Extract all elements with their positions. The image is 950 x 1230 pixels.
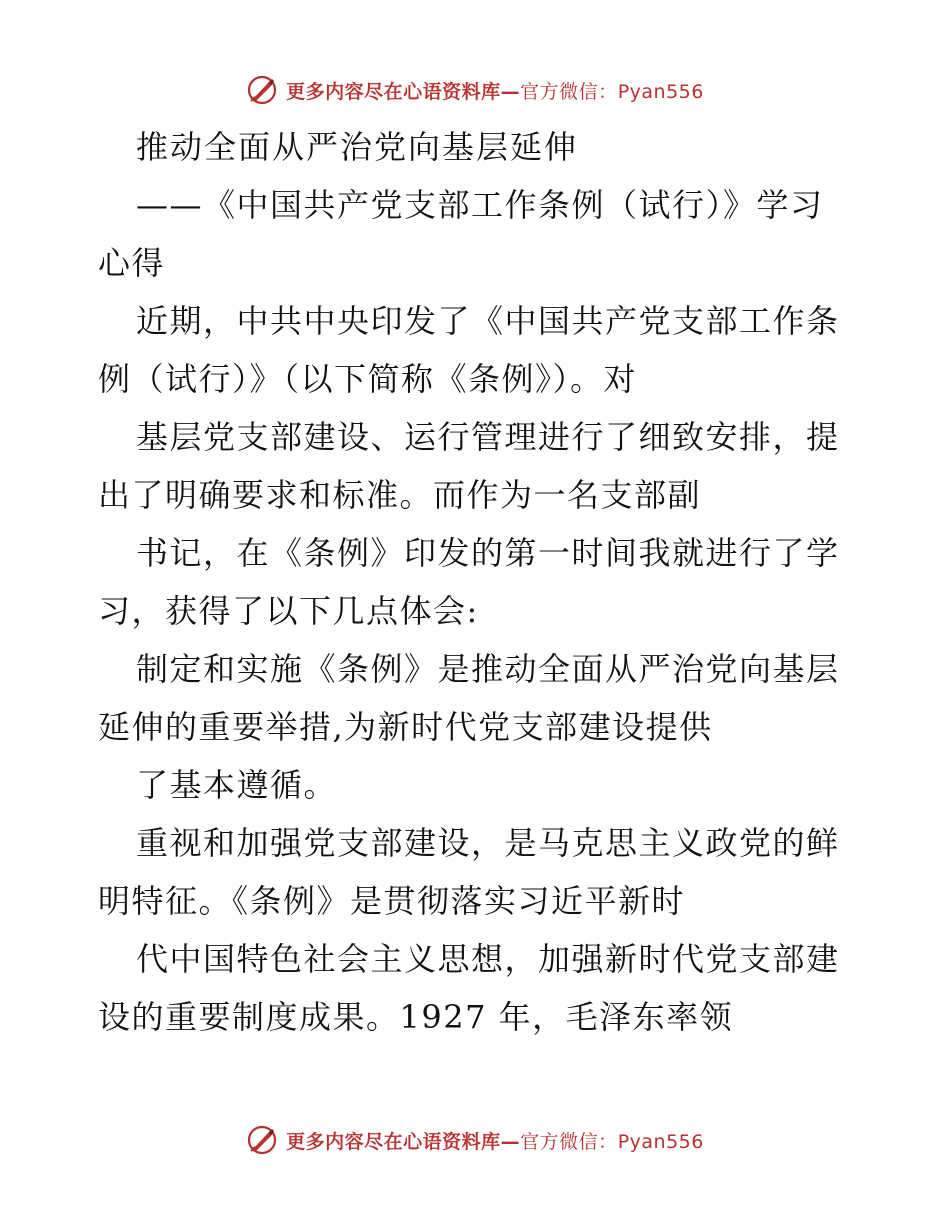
paragraph-line: 近期，中共中央印发了《中国共产党支部工作条 xyxy=(136,302,840,340)
paragraph-line: 例（试行）》（以下简称《条例》）。对 xyxy=(98,360,638,398)
watermark-dash: — xyxy=(500,80,521,103)
paragraph-line: 延伸的重要举措,为新时代党支部建设提供 xyxy=(98,708,713,746)
watermark-main-text: 更多内容尽在心语资料库 xyxy=(286,1130,501,1153)
document-subtitle-line-1: ——《中国共产党支部工作条例（试行）》学习 xyxy=(136,186,824,224)
document-subtitle-line-2: 心得 xyxy=(98,244,166,282)
document-body xyxy=(98,118,858,1046)
watermark-dash: — xyxy=(500,1130,521,1153)
paragraph-line: 重视和加强党支部建设，是马克思主义政党的鲜 xyxy=(136,824,840,862)
paragraph-line: 设的重要制度成果。1927 年，毛泽东率领 xyxy=(98,998,734,1036)
paragraph-line: 明特征。《条例》是贯彻落实习近平新时 xyxy=(98,882,686,920)
paragraph-line: 书记，在《条例》印发的第一时间我就进行了学 xyxy=(136,534,840,572)
paragraph-line: 出了明确要求和标准。而作为一名支部副 xyxy=(98,476,702,514)
paragraph-line: 了基本遵循。 xyxy=(136,766,338,804)
quill-pen-logo-icon xyxy=(246,1124,278,1156)
watermark-wechat-id: Pyan556 xyxy=(617,1130,704,1153)
paragraph-line: 代中国特色社会主义思想，加强新时代党支部建 xyxy=(136,940,840,978)
header-watermark xyxy=(0,70,950,110)
watermark-wechat-label: 官方微信： xyxy=(520,1130,618,1153)
document-title: 推动全面从严治党向基层延伸 xyxy=(136,128,579,166)
footer-watermark xyxy=(0,1120,950,1160)
watermark-main-text: 更多内容尽在心语资料库 xyxy=(286,80,501,103)
quill-pen-logo-icon xyxy=(246,74,278,106)
paragraph-line: 习，获得了以下几点体会: xyxy=(98,592,479,630)
watermark-wechat-id: Pyan556 xyxy=(617,80,704,103)
watermark-wechat-label: 官方微信： xyxy=(520,80,618,103)
paragraph-line: 制定和实施《条例》是推动全面从严治党向基层 xyxy=(136,650,840,688)
paragraph-line: 基层党支部建设、运行管理进行了细致安排，提 xyxy=(136,418,840,456)
